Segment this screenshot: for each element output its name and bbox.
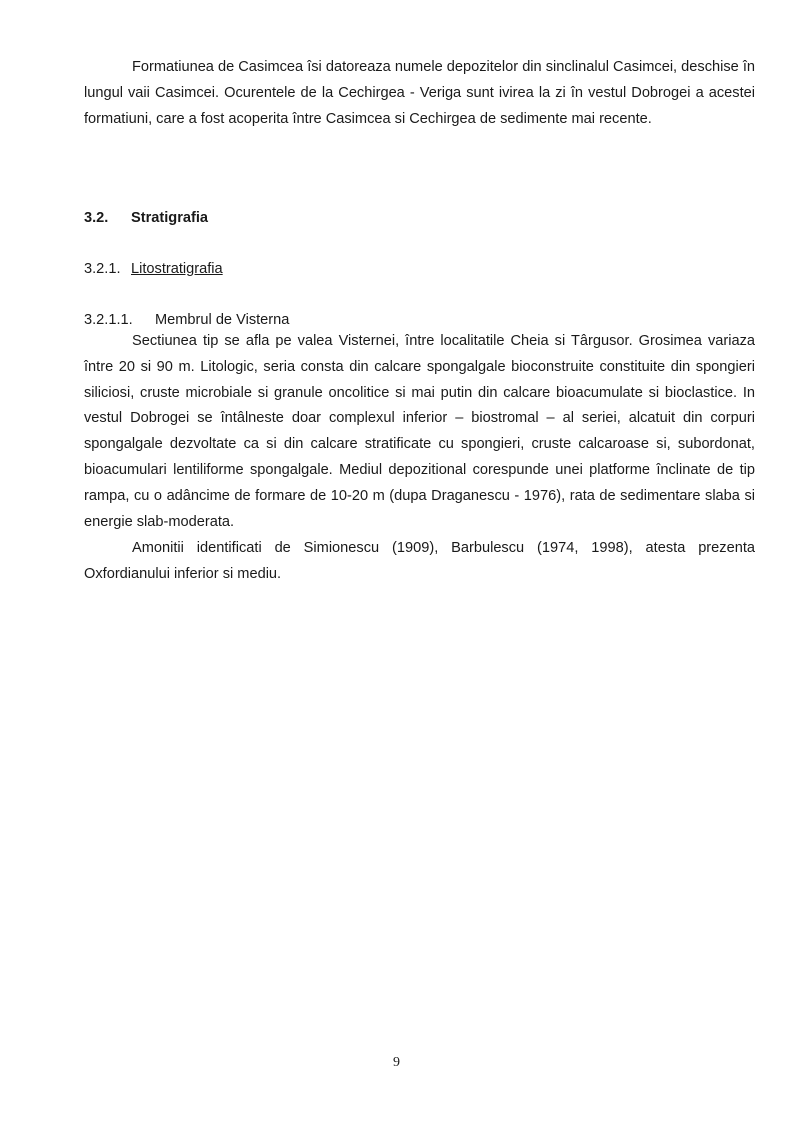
subsubsection-number: 3.2.1.1.: [84, 312, 133, 328]
body-paragraph-2: [84, 536, 755, 588]
page-number: 9: [393, 1055, 400, 1070]
subsection-heading: [84, 259, 223, 279]
intro-paragraph-text: Formatiunea de Casimcea îsi datoreaza numele depozitelor din sinclinalul Casimcei, deschise în lungul vaii Casimcei. Ocurentele de la Cechirgea - Veriga sunt ivirea la zi în vestul Dobrogei a acestei formatiuni, care a fost acoperita între Casimcea si Cechirgea de sedimente mai recente.: [84, 59, 755, 127]
section-number: 3.2.: [84, 210, 109, 226]
intro-paragraph: [84, 55, 755, 132]
section-heading: [84, 208, 208, 228]
body-paragraph-2-text: Amonitii identificati de Simionescu (1909), Barbulescu (1974, 1998), atesta prezenta Oxfordianului inferior si mediu.: [84, 540, 755, 582]
subsubsection-heading: [84, 310, 289, 330]
section-title: Stratigrafia: [131, 210, 209, 226]
subsection-title: Litostratigrafia: [131, 261, 223, 277]
subsubsection-title: Membrul de Visterna: [155, 312, 290, 328]
body-paragraph-1-text: Sectiunea tip se afla pe valea Visternei, între localitatile Cheia si Târgusor. Grosimea variaza între 20 si 90 m. Litologic, seria consta din calcare spongalgale bioconstruite constituite din spongieri siliciosi, cruste microbiale si granule oncolitice si mai putin din calcare bioacumulate si bioclastice. In vestul Dobrogei se întâlneste doar complexul inferior – biostromal – al seriei, alcatuit din corpuri spongalgale dezvoltate ca si din calcare stratificate cu spongieri, cruste calcaroase si, subordonat, bioacumulari lentiliforme spongalgale. Mediul depozitional corespunde unei platforme înclinate de tip rampa, cu o adâncime de formare de 10-20 m (dupa Draganescu - 1976), rata de sedimentare slaba si energie slab-moderata.: [84, 333, 755, 530]
body-paragraph-1: [84, 329, 755, 535]
subsection-number: 3.2.1.: [84, 261, 121, 277]
